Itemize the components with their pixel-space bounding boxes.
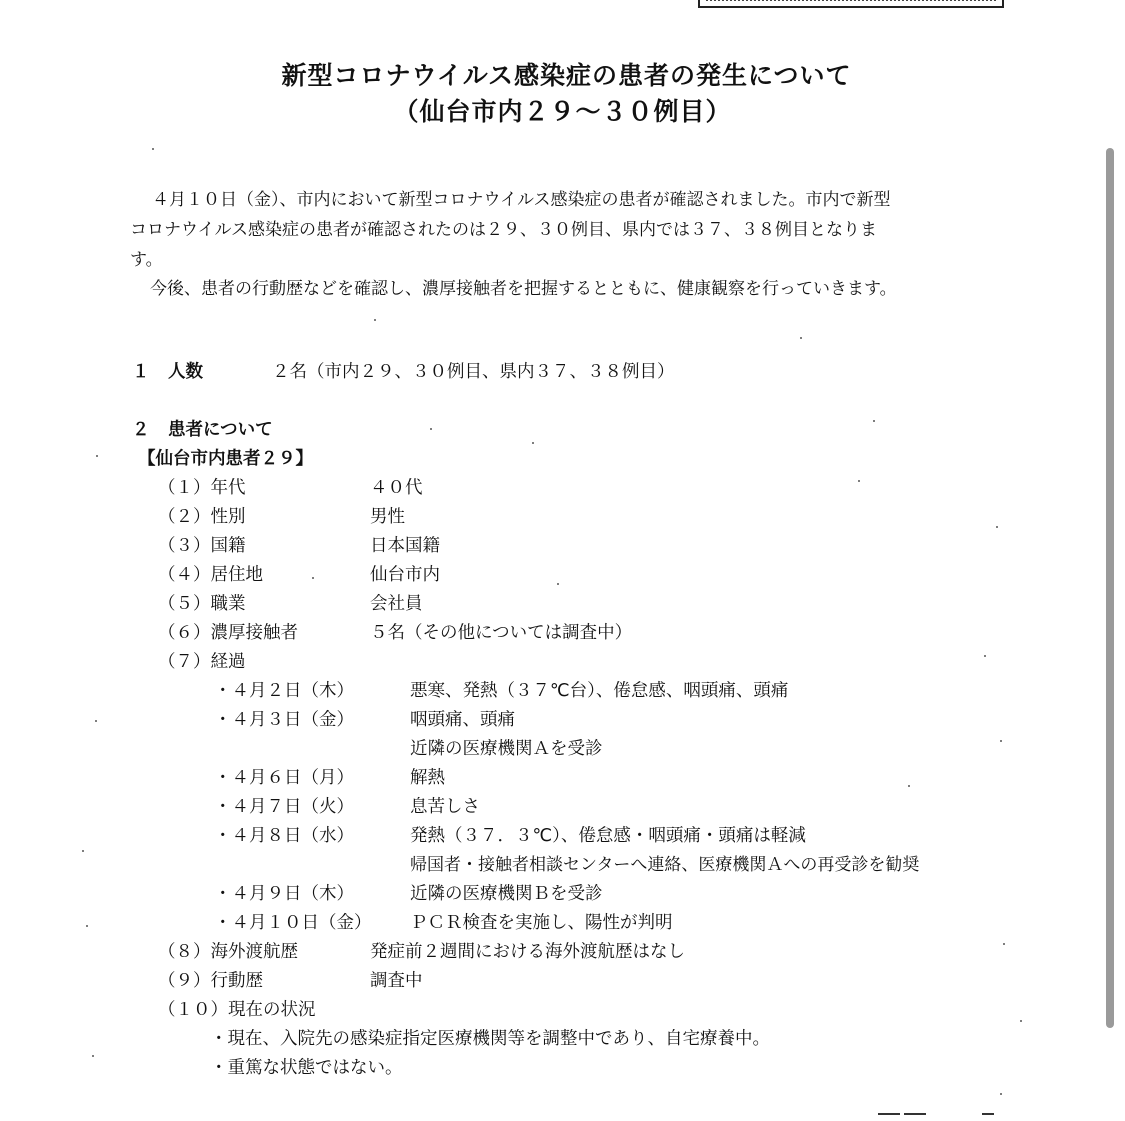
document-header-stamp-box: [698, 0, 1004, 8]
scan-speck: [532, 442, 534, 444]
item-label: （１）年代: [158, 478, 246, 498]
progress-date: ・４月６日（月）: [214, 768, 354, 788]
section-2-label: 患者について: [168, 420, 273, 440]
scan-speck: [1003, 943, 1005, 945]
section-2-number: ２: [132, 420, 150, 440]
progress-date: ・４月３日（金）: [214, 710, 354, 730]
progress-date: ・４月２日（木）: [214, 681, 354, 701]
progress-event: 帰国者・接触者相談センターへ連絡、医療機関Ａへの再受診を勧奨: [410, 855, 920, 875]
section-1-number: １: [132, 362, 150, 382]
progress-event: 近隣の医療機関Ｂを受診: [410, 884, 603, 904]
item-label: （９）行動歴: [158, 971, 263, 991]
scan-speck: [95, 720, 97, 722]
status-line: ・現在、入院先の感染症指定医療機関等を調整中であり、自宅療養中。: [210, 1029, 770, 1049]
document-title-line-2: （仙台市内２９～３０例目）: [393, 97, 732, 126]
progress-event: 咽頭痛、頭痛: [410, 710, 515, 730]
progress-event: 息苦しさ: [410, 797, 480, 817]
scan-speck: [374, 319, 376, 321]
progress-date: ・４月１０日（金）: [214, 913, 372, 933]
item-value: 発症前２週間における海外渡航歴はなし: [370, 942, 685, 962]
section-1-value: ２名（市内２９、３０例目、県内３７、３８例目）: [272, 362, 675, 382]
intro-paragraph-line-1: ４月１０日（金）、市内において新型コロナウイルス感染症の患者が確認されました。市内で新型: [152, 190, 891, 210]
scan-speck: [1000, 1093, 1002, 1095]
scan-speck: [873, 420, 875, 422]
patient-heading: 【仙台市内患者２９】: [138, 449, 313, 469]
scan-speck: [312, 577, 314, 579]
intro-paragraph-line-4: 今後、患者の行動歴などを確認し、濃厚接触者を把握するとともに、健康観察を行っていきます。: [150, 279, 897, 299]
page-footer-fragment: [904, 1113, 926, 1115]
progress-event: ＰＣＲ検査を実施し、陽性が判明: [410, 913, 673, 933]
document-title-line-1: 新型コロナウイルス感染症の患者の発生について: [281, 61, 852, 90]
progress-event: 悪寒、発熱（３７℃台）、倦怠感、咽頭痛、頭痛: [410, 681, 789, 701]
scan-speck: [858, 480, 860, 482]
item-label: （５）職業: [158, 594, 246, 614]
section-1-label: 人数: [168, 362, 203, 382]
item-value: 男性: [370, 507, 405, 527]
item-label: （２）性別: [158, 507, 246, 527]
scan-speck: [1000, 740, 1002, 742]
item-label: （４）居住地: [158, 565, 263, 585]
progress-event: 近隣の医療機関Ａを受診: [410, 739, 603, 759]
scan-speck: [800, 337, 802, 339]
page-footer-fragment: [878, 1113, 900, 1115]
item-label: （８）海外渡航歴: [158, 942, 298, 962]
item-label: （３）国籍: [158, 536, 246, 556]
scan-speck: [908, 785, 910, 787]
item-value: 日本国籍: [370, 536, 440, 556]
scan-speck: [86, 925, 88, 927]
progress-event: 発熱（３７．３℃）、倦怠感・咽頭痛・頭痛は軽減: [410, 826, 806, 846]
progress-label: （７）経過: [158, 652, 246, 672]
scan-speck: [152, 148, 154, 150]
intro-paragraph-line-3: す。: [130, 250, 163, 270]
intro-paragraph-line-2: コロナウイルス感染症の患者が確認されたのは２９、３０例目、県内では３７、３８例目となりま: [130, 220, 877, 240]
item-value: 仙台市内: [370, 565, 440, 585]
scan-speck: [430, 428, 432, 430]
scan-speck: [984, 655, 986, 657]
scan-speck: [92, 1055, 94, 1057]
page-footer-fragment: [982, 1113, 994, 1115]
item-label: （６）濃厚接触者: [158, 623, 298, 643]
progress-date: ・４月７日（火）: [214, 797, 354, 817]
scan-speck: [996, 526, 998, 528]
progress-event: 解熱: [410, 768, 445, 788]
progress-date: ・４月８日（水）: [214, 826, 354, 846]
scan-speck: [557, 583, 559, 585]
scan-speck: [1020, 1020, 1022, 1022]
item-value: 調査中: [370, 971, 423, 991]
scan-speck: [96, 455, 98, 457]
item-value: ５名（その他については調査中）: [370, 623, 633, 643]
progress-date: ・４月９日（木）: [214, 884, 354, 904]
status-line: ・重篤な状態ではない。: [210, 1058, 403, 1078]
item-value: ４０代: [370, 478, 423, 498]
item-value: 会社員: [370, 594, 423, 614]
scan-speck: [82, 850, 84, 852]
vertical-scrollbar[interactable]: [1106, 148, 1114, 1028]
status-label: （１０）現在の状況: [158, 1000, 316, 1020]
